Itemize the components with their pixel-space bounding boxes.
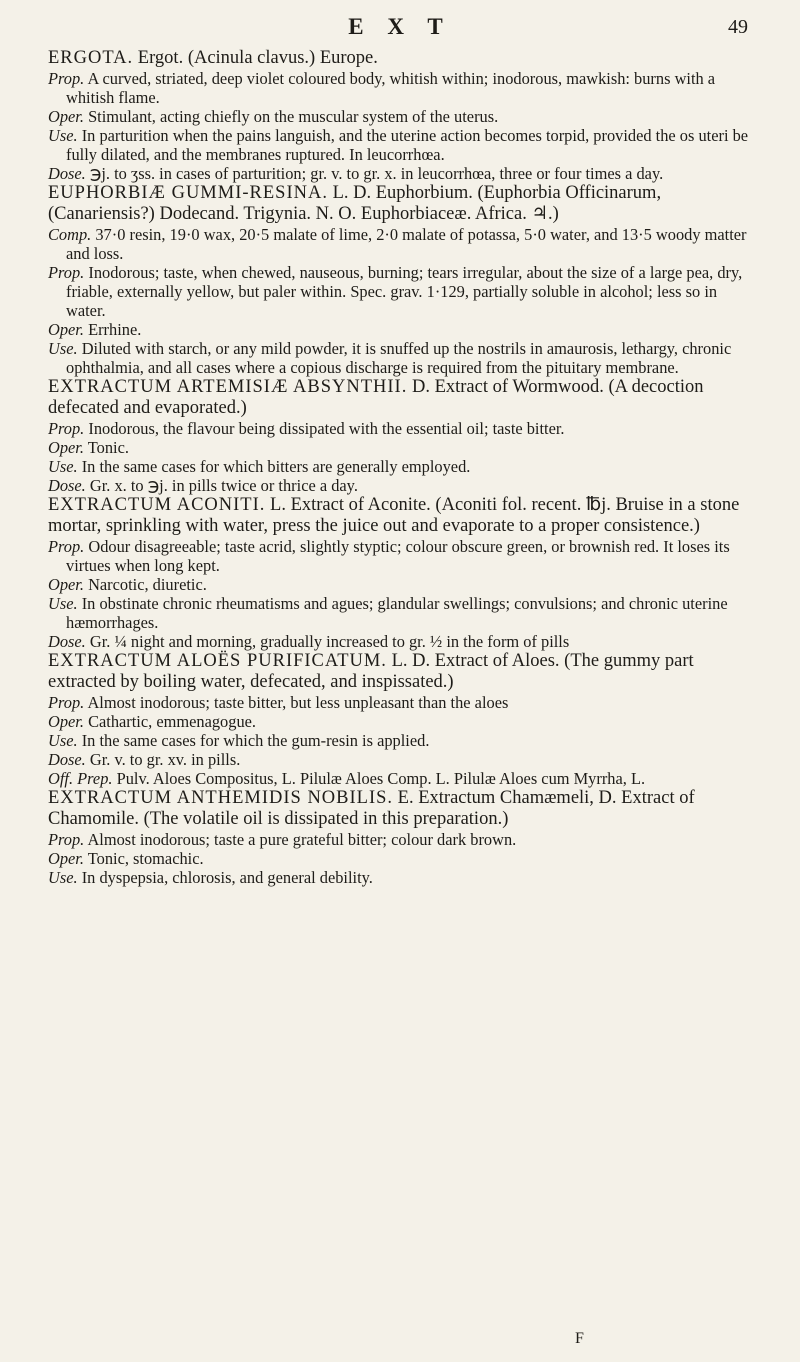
- section-text: Stimulant, acting chiefly on the muscular system of the uterus.: [83, 107, 499, 126]
- entry-section: [48, 419, 758, 438]
- section-label: Oper.: [48, 107, 84, 126]
- section-text: In the same cases for which the gum-resin is applied.: [77, 731, 430, 750]
- entry-section: [48, 537, 758, 575]
- section-label: Comp.: [48, 225, 92, 244]
- page-number: 49: [728, 16, 748, 38]
- entry-section: [48, 457, 758, 476]
- entry-heading: [48, 183, 758, 225]
- dictionary-entry: [48, 788, 758, 887]
- entry-section: [48, 731, 758, 750]
- section-label: Oper.: [48, 438, 84, 457]
- section-label: Oper.: [48, 320, 84, 339]
- section-label: Use.: [48, 126, 78, 145]
- entry-heading: [48, 495, 758, 537]
- section-text: Tonic.: [83, 438, 129, 457]
- section-label: Use.: [48, 457, 78, 476]
- section-text: Inodorous; taste, when chewed, nauseous, burning; tears irregular, about the size of a large pea, dry, friable, externally yellow, but paler within. Spec. grav. 1·129, partially soluble in alcohol; less so in water.: [66, 263, 743, 320]
- entry-heading-text: D. Extract of Wormwood. (A decoction defecated and evaporated.): [48, 377, 704, 418]
- entry-section: [48, 339, 758, 377]
- section-label: Dose.: [48, 164, 86, 183]
- section-label: Dose.: [48, 632, 86, 651]
- section-text: In dyspepsia, chlorosis, and general debility.: [77, 868, 373, 887]
- section-label: Prop.: [48, 69, 85, 88]
- entry-heading-text: L. Extract of Aconite. (Aconiti fol. recent. ℔j. Bruise in a stone mortar, sprinkling with water, press the juice out and evaporate to a proper consistence.): [48, 495, 740, 536]
- section-text: Pulv. Aloes Compositus, L. Pilulæ Aloes Comp. L. Pilulæ Aloes cum Myrrha, L.: [112, 769, 646, 788]
- section-text: A curved, striated, deep violet coloured body, whitish within; inodorous, mawkish: burns with a whitish flame.: [66, 69, 716, 107]
- section-label: Off. Prep.: [48, 769, 113, 788]
- entry-headword: ERGOTA.: [48, 48, 134, 68]
- entry-section: [48, 594, 758, 632]
- entry-section: [48, 632, 758, 651]
- entry-section: [48, 712, 758, 731]
- section-label: Use.: [48, 731, 78, 750]
- section-label: Prop.: [48, 693, 85, 712]
- section-text: In the same cases for which bitters are generally employed.: [77, 457, 471, 476]
- dictionary-entry: [48, 651, 758, 788]
- entry-headword: EUPHORBIÆ GUMMI-RESINA.: [48, 183, 328, 203]
- section-label: Prop.: [48, 263, 85, 282]
- section-label: Oper.: [48, 712, 84, 731]
- entry-section: [48, 575, 758, 594]
- section-label: Dose.: [48, 476, 86, 495]
- entry-section: [48, 868, 758, 887]
- entry-headword: EXTRACTUM ARTEMISIÆ ABSYNTHII.: [48, 377, 408, 397]
- entry-section: [48, 263, 758, 320]
- section-text: In parturition when the pains languish, and the uterine action becomes torpid, provided the os uteri be fully dilated, and the membranes ruptured. In leucorrhœa.: [66, 126, 749, 164]
- entry-heading: [48, 377, 758, 419]
- section-text: Tonic, stomachic.: [83, 849, 204, 868]
- entry-section: [48, 107, 758, 126]
- entry-heading-text: Ergot. (Acinula clavus.) Europe.: [133, 48, 378, 68]
- entry-section: [48, 769, 758, 788]
- section-label: Use.: [48, 339, 78, 358]
- dictionary-entries: [48, 48, 758, 887]
- dictionary-entry: [48, 495, 758, 651]
- entry-section: [48, 164, 758, 183]
- signature-mark: F: [575, 1330, 584, 1347]
- section-text: Almost inodorous; taste a pure grateful bitter; colour dark brown.: [84, 830, 517, 849]
- entry-heading-text: E. Extractum Chamæmeli, D. Extract of Chamomile. (The volatile oil is dissipated in this preparation.): [48, 788, 695, 829]
- section-label: Prop.: [48, 419, 85, 438]
- section-text: ℈j. to ʒss. in cases of parturition; gr. v. to gr. x. in leucorrhœa, three or four times a day.: [85, 164, 664, 183]
- entry-section: [48, 750, 758, 769]
- running-header: [0, 14, 800, 44]
- section-text: Gr. x. to ℈j. in pills twice or thrice a day.: [85, 476, 358, 495]
- section-text: Narcotic, diuretic.: [83, 575, 207, 594]
- entry-section: [48, 126, 758, 164]
- section-text: Odour disagreeable; taste acrid, slightly styptic; colour obscure green, or brownish red. It loses its virtues when long kept.: [66, 537, 730, 575]
- entry-heading: [48, 788, 758, 830]
- entry-section: [48, 225, 758, 263]
- entry-section: [48, 69, 758, 107]
- dictionary-entry: [48, 183, 758, 377]
- section-label: Oper.: [48, 849, 84, 868]
- dictionary-entry: [48, 377, 758, 495]
- entry-heading-text: L. D. Extract of Aloes. (The gummy part extracted by boiling water, defecated, and inspissated.): [48, 651, 694, 692]
- section-text: Errhine.: [83, 320, 142, 339]
- section-label: Dose.: [48, 750, 86, 769]
- section-text: Almost inodorous; taste bitter, but less unpleasant than the aloes: [84, 693, 509, 712]
- entry-headword: EXTRACTUM ANTHEMIDIS NOBILIS.: [48, 788, 394, 808]
- entry-section: [48, 830, 758, 849]
- entry-heading: [48, 48, 758, 69]
- entry-heading: [48, 651, 758, 693]
- entry-headword: EXTRACTUM ALOËS PURIFICATUM.: [48, 651, 387, 671]
- section-text: Gr. v. to gr. xv. in pills.: [85, 750, 241, 769]
- entry-section: [48, 320, 758, 339]
- section-label: Prop.: [48, 537, 85, 556]
- entry-section: [48, 849, 758, 868]
- running-head-title: E X T: [348, 14, 452, 39]
- section-label: Oper.: [48, 575, 84, 594]
- entry-heading-text: L. D. Euphorbium. (Euphorbia Officinarum, (Canariensis?) Dodecand. Trigynia. N. O. Euphorbiaceæ. Africa. ♃.): [48, 183, 662, 224]
- dictionary-entry: [48, 48, 758, 183]
- section-label: Use.: [48, 868, 78, 887]
- section-text: 37·0 resin, 19·0 wax, 20·5 malate of lime, 2·0 malate of potassa, 5·0 water, and 13·5 woody matter and loss.: [66, 225, 747, 263]
- entry-section: [48, 693, 758, 712]
- entry-section: [48, 438, 758, 457]
- section-text: Cathartic, emmenagogue.: [83, 712, 257, 731]
- entry-headword: EXTRACTUM ACONITI.: [48, 495, 266, 515]
- section-label: Use.: [48, 594, 78, 613]
- section-text: Inodorous, the flavour being dissipated with the essential oil; taste bitter.: [84, 419, 565, 438]
- section-text: In obstinate chronic rheumatisms and agues; glandular swellings; convulsions; and chronic uterine hæmorrhages.: [66, 594, 728, 632]
- section-label: Prop.: [48, 830, 85, 849]
- section-text: Gr. ¼ night and morning, gradually increased to gr. ½ in the form of pills: [85, 632, 570, 651]
- entry-section: [48, 476, 758, 495]
- section-text: Diluted with starch, or any mild powder, it is snuffed up the nostrils in amaurosis, lethargy, chronic ophthalmia, and all cases where a copious discharge is required from the pituitary membrane.: [66, 339, 732, 377]
